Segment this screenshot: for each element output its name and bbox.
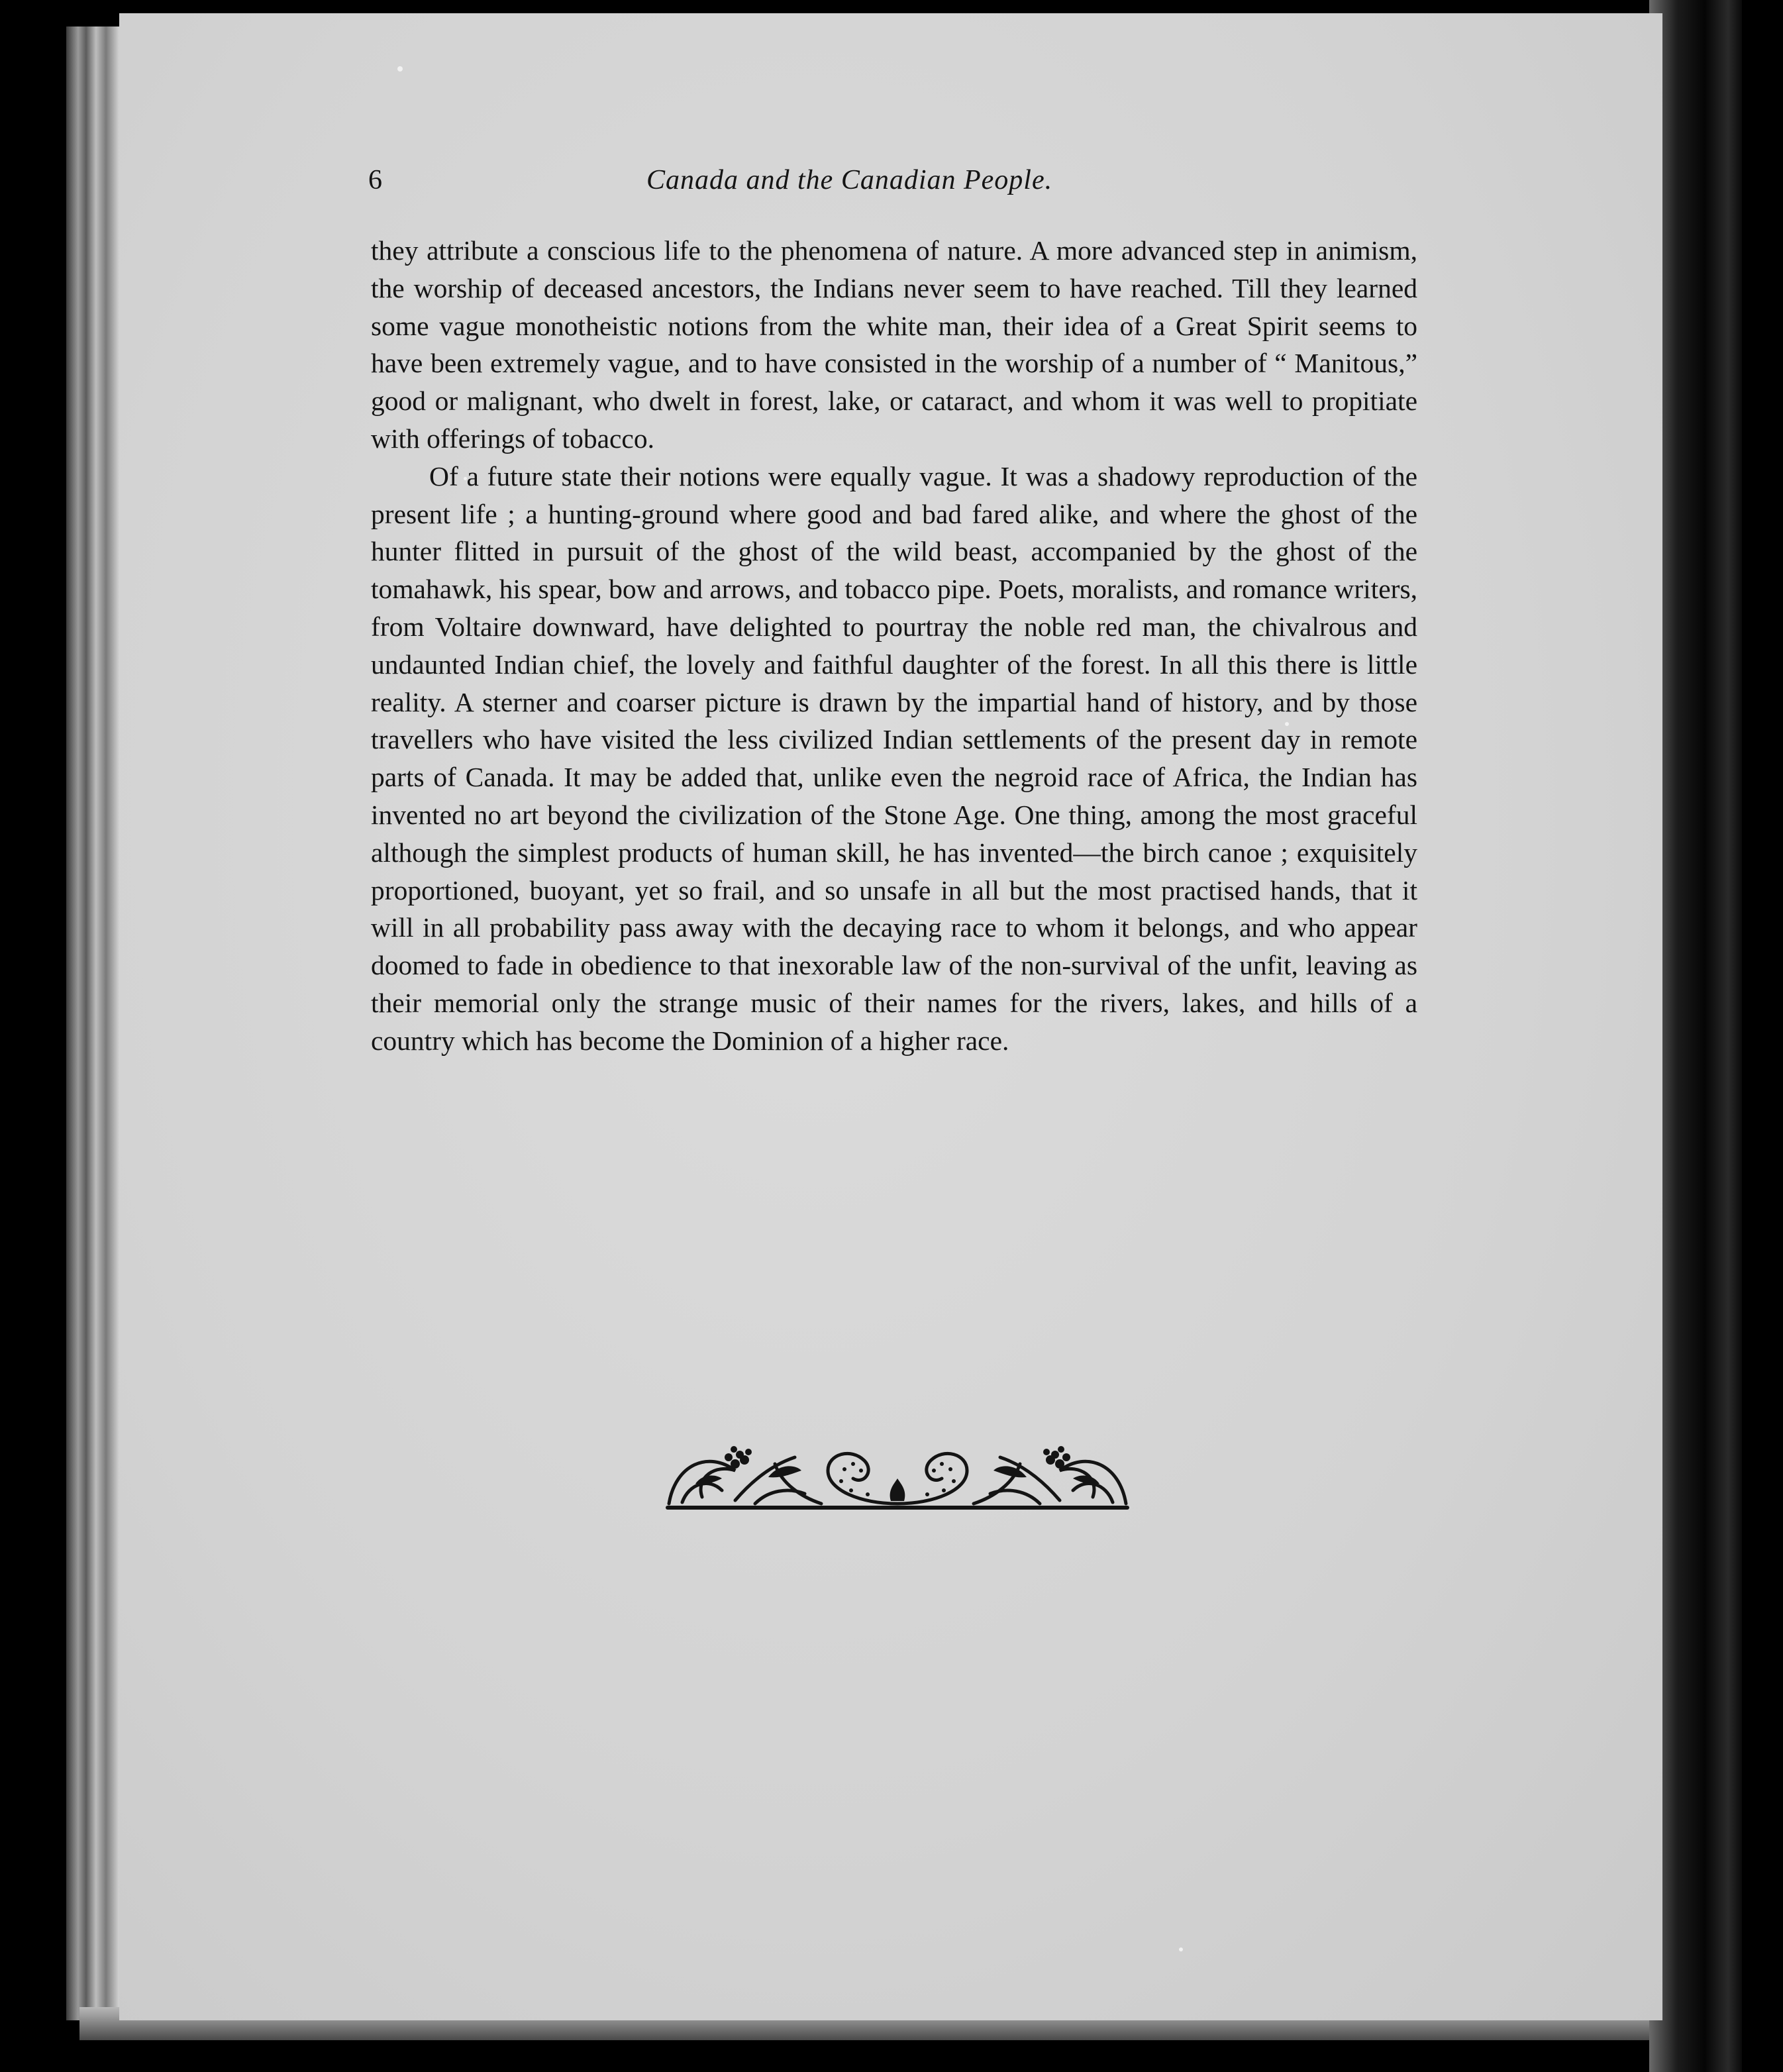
binding-shadow xyxy=(1649,0,1742,2072)
running-title: Canada and the Canadian People. xyxy=(646,165,1053,195)
running-head xyxy=(368,164,1421,211)
paragraph: Of a future state their notions were equally vague. It was a shadowy reproduction of the present life ; a hunting-ground where good and bad fared alike, and where the ghost of the hunter flitted in pursuit of the ghost of the wild beast, accompanied by the ghost of the tomahawk, his spear, bow and arrows, and tobacco pipe. Poets, moralists, and romance writers, from Voltaire downward, have delighted to pourtray the noble red man, the chivalrous and undaunted Indian chief, the lovely and faithful daughter of the forest. In all this there is little reality. A sterner and coarser picture is drawn by the impartial hand of history, and by those travellers who have visited the less civilized Indian settlements of the present day in remote parts of Canada. It may be added that, unlike even the negroid race of Africa, the Indian has invented no art beyond the civilization of the Stone Age. One thing, among the most graceful although the simplest products of human skill, he has invented—the birch canoe ; exquisitely proportioned, buoyant, yet so frail, and so unsafe in all but the most practised hands, that it will in all probability pass away with the decaying race to whom it belongs, and who appear doomed to fade in obedience to that inexorable law of the non-survival of the unfit, leaving as their memorial only the strange music of their names for the rivers, lakes, and hills of a country which has become the Dominion of a higher race. xyxy=(371,460,1417,1056)
body-text xyxy=(371,232,1417,1060)
paragraph: they attribute a conscious life to the phenomena of nature. A more advanced step in animism, the worship of deceased ancestors, the Indians never seem to have reached. Till they learned some vague monotheistic notions from the white man, their idea of a Great Spirit seems to have been extremely vague, and to have consisted in the worship of a number of “ Manitous,” good or malignant, who dwelt in forest, lake, or cataract, and whom it was well to propitiate with offerings of tobacco. xyxy=(371,235,1417,454)
page-number: 6 xyxy=(368,165,382,195)
dust-speck xyxy=(397,66,403,72)
dust-speck xyxy=(1179,1947,1183,1951)
floral-tailpiece-ornament-icon xyxy=(662,1437,1133,1517)
right-margin-strip xyxy=(1742,0,1783,2072)
